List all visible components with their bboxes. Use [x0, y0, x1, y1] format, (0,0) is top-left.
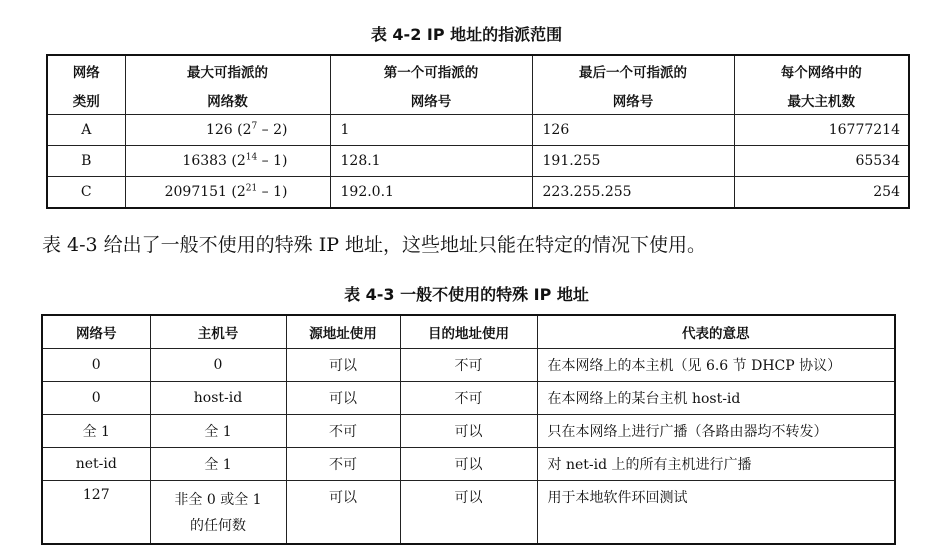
- header-max-networks: 最大可指派的: [125, 55, 330, 85]
- table-row: [42, 481, 895, 545]
- table1-caption: 表 4-2 IP 地址的指派范围: [370, 25, 563, 44]
- cell-host-number: 0: [150, 349, 286, 382]
- host-number-line: 非全 0 或全 1: [174, 492, 262, 508]
- table1-header-row: [47, 85, 909, 115]
- cell-last-network: 191.255: [532, 146, 734, 177]
- cell-destination-use: 可以: [400, 448, 537, 481]
- cell-host-number: host-id: [150, 382, 286, 415]
- cell-destination-use: 不可: [400, 382, 537, 415]
- header-class: 类别: [47, 85, 125, 115]
- cell-meaning: 只在本网络上进行广播（各路由器均不转发）: [537, 415, 895, 448]
- table-row: [47, 115, 909, 146]
- cell-max-hosts: 254: [734, 177, 909, 209]
- cell-source-use: 可以: [286, 349, 400, 382]
- table-row: [42, 349, 895, 382]
- cell-network-number: 全 1: [42, 415, 150, 448]
- cell-first-network: 128.1: [330, 146, 532, 177]
- cell-network-number: net-id: [42, 448, 150, 481]
- cell-class: B: [47, 146, 125, 177]
- cell-max-networks: 126 $(2^7 - 2)$: [125, 115, 330, 146]
- cell-meaning: 在本网络上的本主机（见 6.6 节 DHCP 协议）: [537, 349, 895, 382]
- ip-range-table: [46, 54, 910, 209]
- table-row: [47, 177, 909, 209]
- cell-last-network: 223.255.255: [532, 177, 734, 209]
- cell-destination-use: 可以: [400, 481, 537, 545]
- cell-class: C: [47, 177, 125, 209]
- table-row: [42, 448, 895, 481]
- header-first-network: 第一个可指派的: [330, 55, 532, 85]
- table-row: [42, 415, 895, 448]
- cell-source-use: 可以: [286, 481, 400, 545]
- cell-source-use: 可以: [286, 382, 400, 415]
- cell-host-number: 全 1: [150, 415, 286, 448]
- cell-source-use: 不可: [286, 448, 400, 481]
- cell-class: A: [47, 115, 125, 146]
- body-paragraph: 表 4-3 给出了一般不使用的特殊 IP 地址，这些地址只能在特定的情况下使用。: [42, 234, 707, 256]
- cell-host-number: 全 1: [150, 448, 286, 481]
- header-destination-use: 目的地址使用: [400, 315, 537, 349]
- header-network-number: 网络号: [42, 315, 150, 349]
- cell-source-use: 不可: [286, 415, 400, 448]
- header-last-network: 网络号: [532, 85, 734, 115]
- table1-header-row: [47, 55, 909, 85]
- table-row: [42, 382, 895, 415]
- cell-destination-use: 不可: [400, 349, 537, 382]
- header-max-hosts: 每个网络中的: [734, 55, 909, 85]
- header-max-hosts: 最大主机数: [734, 85, 909, 115]
- header-class: 网络: [47, 55, 125, 85]
- cell-first-network: 1: [330, 115, 532, 146]
- header-max-networks: 网络数: [125, 85, 330, 115]
- table-row: [47, 146, 909, 177]
- cell-meaning: 用于本地软件环回测试: [537, 481, 895, 545]
- header-last-network: 最后一个可指派的: [532, 55, 734, 85]
- header-host-number: 主机号: [150, 315, 286, 349]
- cell-max-hosts: 65534: [734, 146, 909, 177]
- cell-meaning: 在本网络上的某台主机 host-id: [537, 382, 895, 415]
- special-ip-table: [41, 314, 896, 545]
- cell-network-number: 127: [42, 481, 150, 545]
- cell-max-networks: 2097151 $(2^{21} - 1)$: [125, 177, 330, 209]
- table2-header-row: [42, 315, 895, 349]
- header-source-use: 源地址使用: [286, 315, 400, 349]
- header-meaning: 代表的意思: [537, 315, 895, 349]
- cell-last-network: 126: [532, 115, 734, 146]
- cell-network-number: 0: [42, 349, 150, 382]
- cell-destination-use: 可以: [400, 415, 537, 448]
- header-first-network: 网络号: [330, 85, 532, 115]
- table2-caption: 表 4-3 一般不使用的特殊 IP 地址: [344, 285, 589, 304]
- cell-first-network: 192.0.1: [330, 177, 532, 209]
- cell-network-number: 0: [42, 382, 150, 415]
- cell-max-hosts: 16777214: [734, 115, 909, 146]
- cell-meaning: 对 net-id 上的所有主机进行广播: [537, 448, 895, 481]
- host-number-line: 的任何数: [190, 518, 246, 534]
- cell-host-number: [150, 481, 286, 545]
- cell-max-networks: 16383 $(2^{14} - 1)$: [125, 146, 330, 177]
